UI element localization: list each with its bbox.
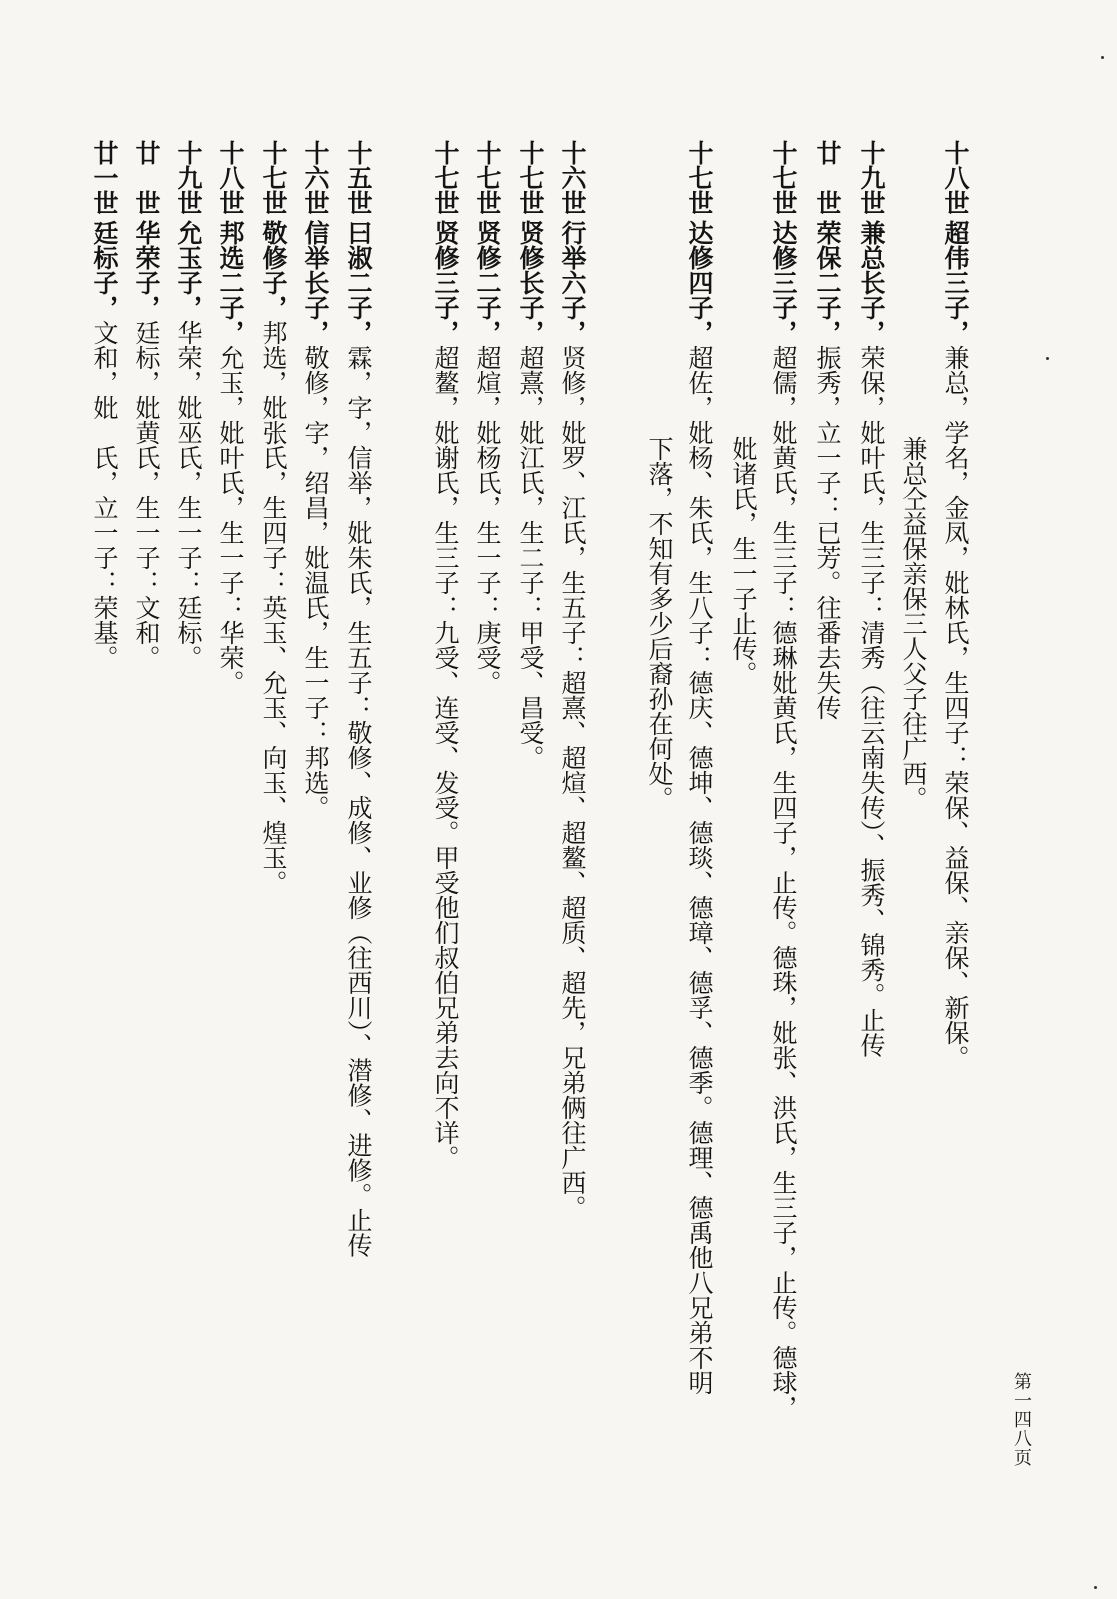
entry-column [472, 140, 502, 695]
entry-text: 超鳌，妣谢氏，生三子：九受、连受、发受。甲受他们叔伯兄弟去向不详。 [431, 345, 460, 1170]
lineage-label: 信举长子， [301, 220, 330, 345]
entry-column [173, 140, 203, 670]
entry-column [89, 140, 119, 670]
lineage-label: 邦选二子， [216, 220, 245, 345]
entry-text: 超儒，妣黄氏，生三子：德琳妣黄氏，生四子，止传。德珠，妣张、洪氏，生三子，止传。德球， [769, 345, 798, 1420]
lineage-label: 廷标子， [90, 220, 119, 320]
lineage-label: 行举六子， [558, 220, 587, 345]
generation-label: 十七世 [769, 140, 798, 215]
generation-label: 十七世 [473, 140, 502, 215]
generation-label: 十九世 [174, 140, 203, 215]
entry-text: 兼总，学名，金凤，妣林氏，生四子：荣保、益保、亲保、新保。 [941, 345, 970, 1070]
generation-label: 十八世 [941, 140, 970, 215]
lineage-label: 荣保二子， [813, 220, 842, 345]
entry-text: 霖，字，信举，妣朱氏，生五子：敬修、成修、业修（往西川）、潜修、进修。止传 [344, 345, 373, 1258]
entry-column [215, 140, 245, 695]
entry-column [343, 140, 373, 1258]
lineage-label: 贤修二子， [473, 220, 502, 345]
lineage-label: 华荣子， [132, 220, 161, 320]
generation-label: 廿一世 [90, 140, 119, 215]
lineage-label: 兼总长子， [857, 220, 886, 345]
generation-label: 十九世 [857, 140, 886, 215]
generation-label: 十六世 [558, 140, 587, 215]
entry-column [515, 140, 545, 770]
generation-label: 十七世 [685, 140, 714, 215]
entry-text: 妣诸氏，生一子止传。 [729, 436, 758, 686]
lineage-label: 贤修长子， [516, 220, 545, 345]
entry-text: 超熹，妣江氏，生二子：甲受、昌受。 [516, 345, 545, 770]
entry-column [300, 140, 330, 820]
generation-label: 十五世 [344, 140, 373, 215]
entry-column [430, 140, 460, 1170]
entry-text: 敬修，字，绍昌，妣温氏，生一子：邦选。 [301, 345, 330, 820]
lineage-label: 超伟三子， [941, 220, 970, 345]
entry-column [812, 140, 842, 720]
generation-label: 廿 世 [813, 140, 842, 215]
entry-column [131, 140, 161, 670]
lineage-label: 达修三子， [769, 220, 798, 345]
lineage-label: 敬修子， [259, 220, 288, 320]
entry-text: 兼总仝益保亲保三人父子往广西。 [899, 436, 928, 811]
entry-column [856, 140, 886, 1058]
entry-text: 文和，妣 氏，立一子：荣基。 [90, 320, 119, 670]
entry-text: 超佐，妣杨、朱氏，生八子：德庆、德坤、德琰、德璋、德孚、德季。德理、德禹他八兄弟不明 [685, 345, 714, 1395]
generation-label: 十七世 [259, 140, 288, 215]
scan-speck [1094, 1586, 1097, 1589]
entry-text: 华荣，妣巫氏，生一子：廷标。 [174, 320, 203, 670]
generation-label: 十七世 [516, 140, 545, 215]
entry-column [898, 436, 928, 811]
lineage-label: 允玉子， [174, 220, 203, 320]
lineage-label: 曰淑二子， [344, 220, 373, 345]
entry-text: 廷标，妣黄氏，生一子：文和。 [132, 320, 161, 670]
generation-label: 廿 世 [132, 140, 161, 215]
entry-column [557, 140, 587, 1220]
lineage-label: 贤修三子， [431, 220, 460, 345]
scan-speck [1046, 357, 1049, 360]
entry-column [940, 140, 970, 1070]
entry-column [728, 436, 758, 686]
entry-text: 振秀，立一子：已芳。往番去失传 [813, 345, 842, 720]
entry-text: 贤修，妣罗、江氏，生五子：超熹、超煊、超鳌、超质、超先，兄弟俩往广西。 [558, 345, 587, 1220]
lineage-label: 达修四子， [685, 220, 714, 345]
entry-column [768, 140, 798, 1420]
scan-speck [1101, 56, 1104, 59]
entry-column [644, 436, 674, 811]
entry-column [258, 140, 288, 895]
page-number: 第一四八页 [1011, 1372, 1032, 1467]
generation-label: 十八世 [216, 140, 245, 215]
entry-column [684, 140, 714, 1395]
entry-text: 荣保，妣叶氏，生三子：清秀（往云南失传）、振秀、锦秀。止传 [857, 345, 886, 1058]
entry-text: 下落，不知有多少后裔孙在何处。 [645, 436, 674, 811]
generation-label: 十六世 [301, 140, 330, 215]
entry-text: 邦选，妣张氏，生四子：英玉、允玉、向玉、煌玉。 [259, 320, 288, 895]
entry-text: 超煊，妣杨氏，生一子：庚受。 [473, 345, 502, 695]
entry-text: 允玉，妣叶氏，生一子：华荣。 [216, 345, 245, 695]
generation-label: 十七世 [431, 140, 460, 215]
